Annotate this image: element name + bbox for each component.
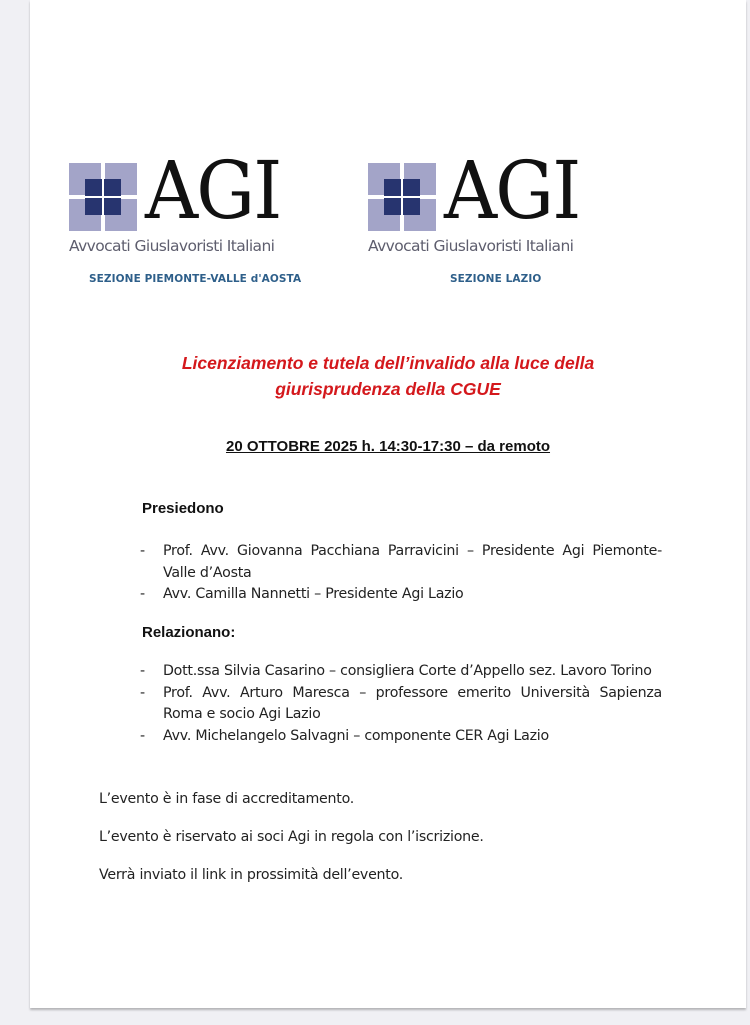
note-link: Verrà inviato il link in prossimità dell’evento. — [99, 867, 404, 883]
logo-tagline: Avvocati Giuslavoristi Italiani — [368, 237, 574, 255]
list-item: - Prof. Avv. Giovanna Pacchiana Parravicini – Presidente Agi Piemonte-Valle d’Aosta — [140, 543, 662, 581]
list-item: - Avv. Michelangelo Salvagni – componente CER Agi Lazio — [140, 727, 549, 744]
presiedono-list — [140, 541, 662, 606]
presiedono-heading: Presiedono — [142, 500, 224, 517]
event-title — [30, 350, 746, 402]
agi-logo-mark-icon — [368, 163, 436, 231]
relazionano-heading: Relazionano: — [142, 624, 236, 641]
list-item: - Avv. Camilla Nannetti – Presidente Agi Lazio — [140, 586, 464, 602]
agi-logo-piemonte — [69, 144, 309, 285]
document-page — [30, 0, 746, 1008]
logo-section-label: SEZIONE PIEMONTE-VALLE d'AOSTA — [89, 273, 302, 285]
note-accreditation: L’evento è in fase di accreditamento. — [99, 791, 355, 807]
logo-tagline: Avvocati Giuslavoristi Italiani — [69, 237, 275, 255]
agi-logo-lazio — [368, 144, 608, 285]
list-item: - Prof. Avv. Arturo Maresca – professore emerito Università Sapienza Roma e socio Agi Lazio — [140, 684, 662, 722]
event-title-line: giurisprudenza della CGUE — [275, 379, 501, 399]
agi-logo-mark-icon — [69, 163, 137, 231]
logo-wordmark: AGI — [145, 144, 281, 237]
logo-wordmark: AGI — [444, 144, 580, 237]
event-date: 20 OTTOBRE 2025 h. 14:30-17:30 – da remoto — [225, 438, 551, 455]
event-title-line: Licenziamento e tutela dell’invalido alla luce della — [181, 353, 595, 373]
logo-section-label: SEZIONE LAZIO — [450, 273, 542, 285]
relazionano-list — [140, 661, 662, 747]
list-item: - Dott.ssa Silvia Casarino – consigliera Corte d’Appello sez. Lavoro Torino — [140, 663, 652, 679]
note-members-only: L’evento è riservato ai soci Agi in regola con l’iscrizione. — [99, 829, 484, 845]
